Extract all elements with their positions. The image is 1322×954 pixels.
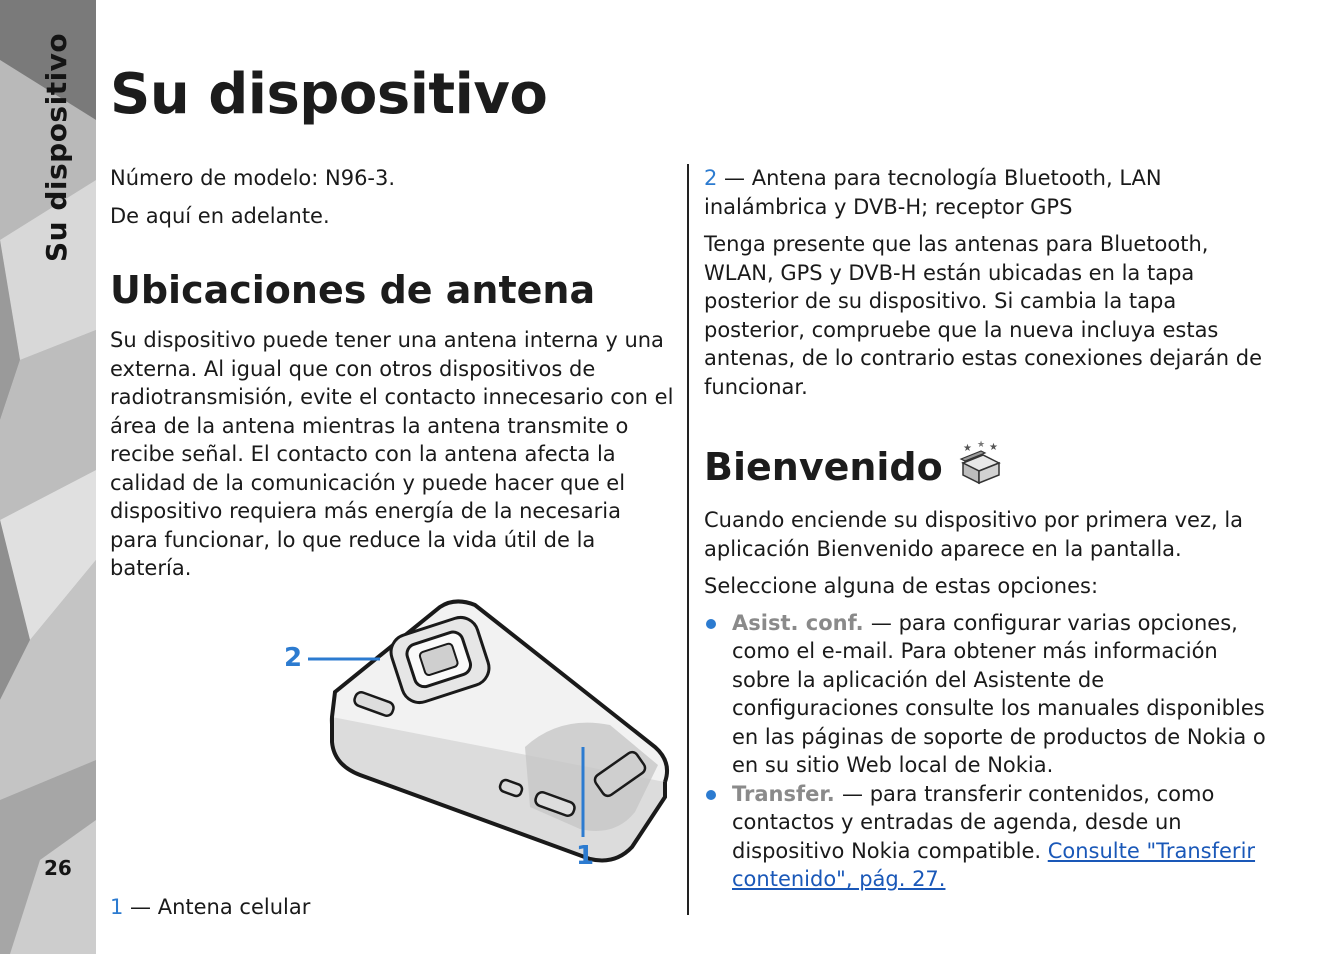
svg-text:★: ★ (962, 443, 972, 454)
list-item (704, 780, 1274, 894)
caption-1 (110, 893, 675, 922)
figure-label-2: 2 (284, 642, 303, 673)
transfer-link[interactable]: Consulte "Transferir contenido", pág. 27. (732, 838, 1256, 891)
option-label: Asist. conf. (732, 610, 871, 635)
section-tab-label: Su dispositivo (40, 32, 73, 262)
svg-text:★: ★ (976, 440, 985, 450)
left-column (110, 164, 675, 921)
options-list (704, 609, 1274, 894)
option-label: Transfer. (732, 781, 843, 806)
antenna-heading: Ubicaciones de antena (110, 268, 596, 312)
page-title: Su dispositivo (110, 62, 548, 127)
page-number: 26 (44, 856, 72, 880)
intro-line: De aquí en adelante. (110, 203, 330, 228)
item-2-line (704, 164, 1274, 221)
column-divider (687, 164, 689, 915)
welcome-heading-text: Bienvenido (704, 444, 943, 489)
bullet-icon (706, 619, 716, 629)
svg-text:★: ★ (988, 442, 998, 453)
antenna-note: Tenga presente que las antenas para Bluetooth, WLAN, GPS y DVB-H están ubicadas en la tapa posterior de su dispositivo. Si cambia la tapa posterior, compruebe que la nueva incluya estas antenas, de lo contrario estas conexiones dejarán de funcionar. (704, 232, 1262, 399)
right-column (704, 164, 1274, 894)
select-line: Seleccione alguna de estas opciones: (704, 574, 1099, 598)
model-line: Número de modelo: N96-3. (110, 166, 396, 190)
option-text: — para configurar varias opciones, como el e-mail. Para obtener más información sobre la aplicación del Asistente de configuraciones consulte los manuales disponibles en las páginas de soporte de productos de Nokia o en su sitio Web local de Nokia. (732, 610, 1266, 777)
bullet-icon (706, 790, 716, 800)
list-item (704, 609, 1274, 780)
option-text: — para transferir contenidos, como contactos y entradas de agenda, desde un dispositivo Nokia compatible. (732, 781, 1215, 863)
item-2-text: — Antena para tecnología Bluetooth, LAN inalámbrica y DVB-H; receptor GPS (704, 166, 1162, 219)
welcome-heading (704, 439, 1274, 494)
item-2-number: 2 (704, 166, 718, 190)
antenna-paragraph: Su dispositivo puede tener una antena interna y una externa. Al igual que con otros dispositivos de radiotransmisión, evite el contacto innecesario con el área de la antena mientras la antena transmite o recibe señal. El contacto con la antena afecta la calidad de la comunicación y puede hacer que el dispositivo requiera más energía de la necesaria para funcionar, lo que reduce la vida útil de la batería. (110, 328, 674, 580)
welcome-intro: Cuando enciende su dispositivo por primera vez, la aplicación Bienvenido aparece en la pantalla. (704, 508, 1244, 561)
antenna-figure (110, 597, 675, 887)
figure-label-1: 1 (576, 840, 595, 871)
caption-number: 1 (110, 894, 124, 919)
caption-text: — Antena celular (123, 894, 311, 919)
gift-box-icon (957, 439, 1003, 494)
